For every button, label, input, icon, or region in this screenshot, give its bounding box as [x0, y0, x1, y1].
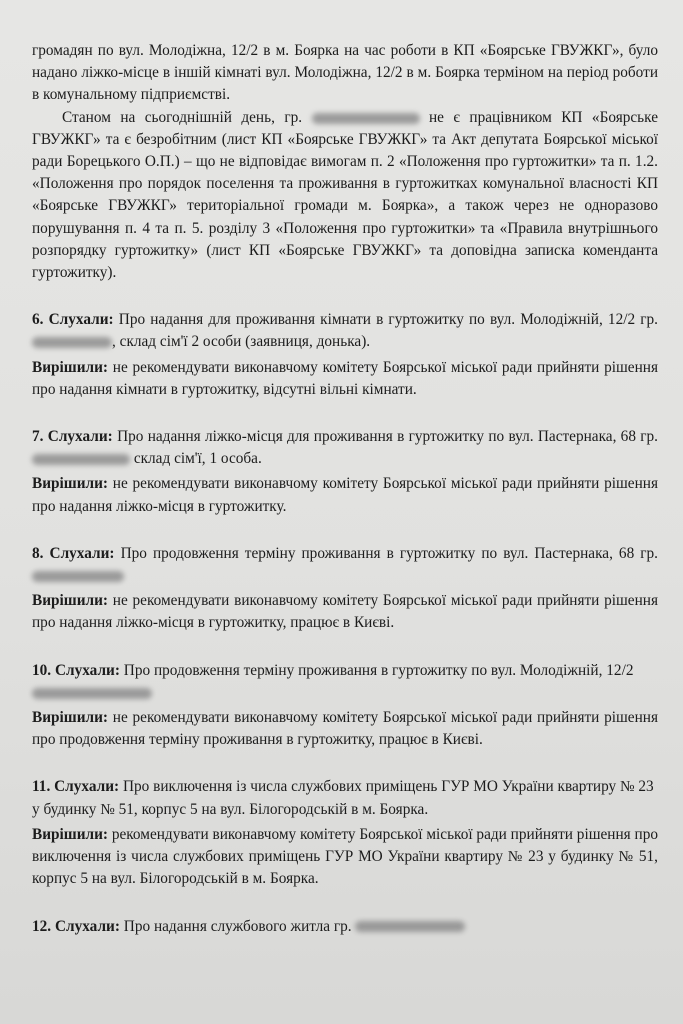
status-text-rest: не є працівником КП «Боярське ГВУЖКГ» та є безробітним (лист КП «Боярське ГВУЖКГ» та Акт депутата Боярської міської ради Борецького О.П.) – що не відповідає вимогам п. 2 «Положення про гуртожитки» та п. 1.2. «Положення про порядок поселення та проживання в гуртожитках комунальної власності КП «Боярське ГВУЖКГ» територіальної громади м. Боярка», а також через не одноразово порушування п. 4 та п. 5. розділу 3 «Положення про гуртожитки» та «Правила внутрішнього розпорядку гуртожитку» (лист КП «Боярське ГВУЖКГ» та доповідна записка коменданта гуртожитку).	[32, 108, 659, 282]
status-text-start: Станом на сьогоднішній день, гр.	[62, 108, 303, 126]
decided-label: Вирішили:	[32, 592, 108, 610]
redacted-name	[32, 454, 130, 465]
heard-label: Слухали:	[54, 778, 120, 796]
decided-line	[32, 824, 658, 891]
decided-label: Вирішили:	[32, 825, 108, 843]
decided-label: Вирішили:	[32, 709, 108, 727]
decided-text: не рекомендувати виконавчому комітету Боярської міської ради прийняти рішення про надання ліжко-місця в гуртожитку, працює в Києві.	[32, 592, 659, 632]
heard-text-end: , склад сім'ї 2 особи (заявниця, донька).	[112, 333, 371, 351]
heard-label: Слухали:	[54, 917, 120, 935]
item-number: 8.	[32, 544, 44, 562]
heard-label: Слухали:	[47, 428, 113, 446]
heard-line	[32, 543, 658, 587]
heard-label: Слухали:	[54, 661, 120, 679]
heard-text: Про продовження терміну проживання в гуртожитку по вул. Пастернака, 68 гр.	[120, 544, 659, 562]
redacted-name	[312, 113, 420, 124]
agenda-item-7	[32, 426, 658, 518]
redacted-name	[32, 571, 124, 582]
item-number: 7.	[32, 428, 44, 446]
redacted-name	[355, 921, 465, 932]
agenda-item-10	[32, 660, 658, 752]
item-number: 6.	[32, 311, 44, 329]
decided-text: не рекомендувати виконавчому комітету Боярської міської ради прийняти рішення про надання ліжко-місця в гуртожитку.	[32, 475, 659, 515]
heard-text: Про надання для проживання кімнати в гуртожитку по вул. Молодіжній, 12/2 гр.	[118, 311, 658, 329]
decided-label: Вирішили:	[32, 475, 108, 493]
decided-line	[32, 707, 658, 751]
heard-line	[32, 426, 658, 470]
heard-line	[32, 309, 658, 353]
agenda-item-6	[32, 309, 658, 401]
heard-label: Слухали:	[49, 544, 115, 562]
heard-line	[32, 776, 658, 820]
heard-line	[32, 660, 658, 704]
redacted-name	[32, 688, 152, 699]
agenda-item-11	[32, 776, 658, 890]
heard-text: Про виключення із числа службових приміщень ГУР МО України квартиру № 23 у будинку № 51, корпус 5 на вул. Білогородській в м. Боярка.	[32, 778, 654, 818]
heard-text: Про продовження терміну проживання в гуртожитку по вул. Молодіжній, 12/2	[123, 661, 634, 679]
document-body	[32, 40, 658, 938]
agenda-item-12	[32, 916, 658, 938]
decided-text: рекомендувати виконавчому комітету Боярської міської ради прийняти рішення про виключення із числа службових приміщень ГУР МО України квартиру № 23 у будинку № 51, корпус 5 на вул. Білогородській в м. Боярка.	[32, 825, 658, 888]
heard-line	[32, 916, 658, 938]
heard-text: Про надання службового житла гр.	[123, 917, 352, 935]
heard-text-end: склад сім'ї, 1 особа.	[133, 450, 262, 468]
decided-text: не рекомендувати виконавчому комітету Боярської міської ради прийняти рішення про продовження терміну проживання в гуртожитку, працює в Києві.	[32, 709, 659, 749]
redacted-name	[32, 337, 112, 348]
decided-text: не рекомендувати виконавчому комітету Боярської міської ради прийняти рішення про надання кімнати в гуртожитку, відсутні вільні кімнати.	[32, 358, 659, 398]
agenda-item-8	[32, 543, 658, 635]
decided-label: Вирішили:	[32, 358, 108, 376]
item-number: 12.	[32, 917, 52, 935]
decided-line	[32, 590, 658, 634]
decided-line	[32, 473, 658, 517]
heard-text: Про надання ліжко-місця для проживання в гуртожитку по вул. Пастернака, 68 гр.	[117, 428, 659, 446]
heard-label: Слухали:	[48, 311, 114, 329]
decided-line	[32, 357, 658, 401]
intro-paragraph: громадян по вул. Молодіжна, 12/2 в м. Боярка на час роботи в КП «Боярське ГВУЖКГ», було надано ліжко-місце в іншій кімнаті вул. Молодіжна, 12/2 в м. Боярка терміном на період роботи в комунальному підприємстві.	[32, 42, 658, 104]
item-number: 10.	[32, 661, 52, 679]
status-paragraph	[32, 107, 658, 285]
item-number: 11.	[32, 778, 51, 796]
